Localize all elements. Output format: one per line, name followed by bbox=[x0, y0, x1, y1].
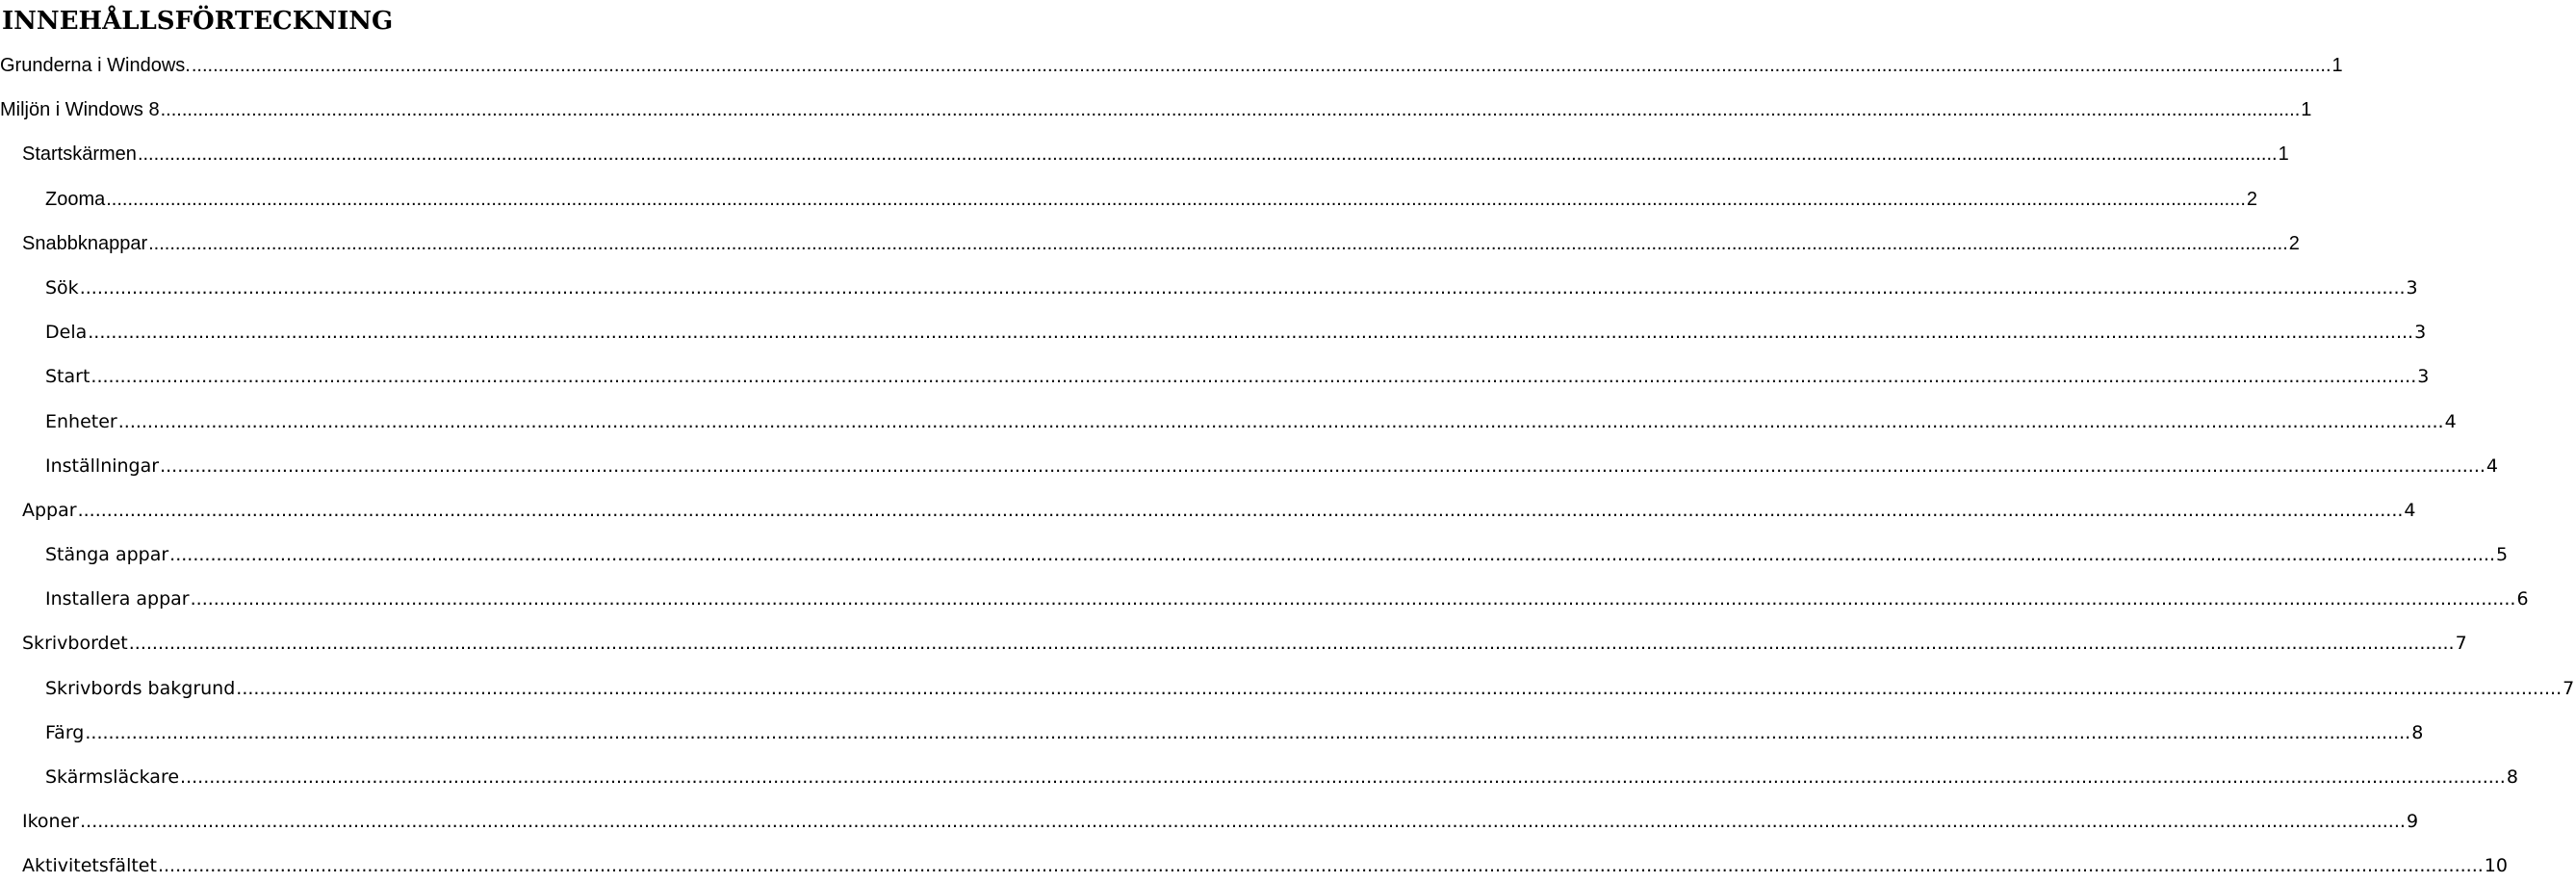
toc-dot-leader: ................................................................................................................................................................................................................................................................................................................................................................................................................ bbox=[137, 143, 2278, 166]
toc-entry-page-number: 6 bbox=[2516, 588, 2529, 610]
toc-dot-leader: ................................................................................................................................................................................................................................................................................................................................................................................................................ bbox=[106, 188, 2246, 210]
toc-entry[interactable] bbox=[0, 127, 2289, 171]
toc-entry-page-number: 10 bbox=[2484, 855, 2508, 877]
toc-entry-label[interactable]: Sök bbox=[45, 276, 79, 299]
toc-entry[interactable] bbox=[0, 706, 2424, 750]
toc-entry-label[interactable]: Installera appar bbox=[45, 588, 190, 610]
toc-dot-leader: ................................................................................................................................................................................................................................................................................................................................................................................................................ bbox=[180, 766, 2506, 788]
toc-entry-label[interactable]: Appar bbox=[22, 499, 77, 521]
toc-entry[interactable] bbox=[0, 839, 2508, 883]
toc-entry-page-number: 4 bbox=[2486, 454, 2498, 477]
toc-entry-label[interactable]: Färg bbox=[45, 721, 85, 743]
toc-entry-page-number: 2 bbox=[2288, 232, 2300, 254]
toc-entry[interactable] bbox=[0, 616, 2467, 661]
toc-entry-label[interactable]: Miljön i Windows 8 bbox=[0, 99, 160, 121]
toc-dot-leader: ................................................................................................................................................................................................................................................................................................................................................................................................................ bbox=[80, 811, 2406, 833]
toc-dot-leader: ................................................................................................................................................................................................................................................................................................................................................................................................................ bbox=[190, 588, 2516, 610]
toc-entry[interactable] bbox=[0, 661, 2575, 705]
toc-entry[interactable] bbox=[0, 439, 2498, 483]
toc-entry[interactable] bbox=[0, 83, 2312, 127]
toc-entry[interactable] bbox=[0, 483, 2416, 528]
toc-entry-label[interactable]: Skrivbordet bbox=[22, 633, 128, 655]
toc-entry-label[interactable]: Skärmsläckare bbox=[45, 766, 180, 788]
toc-entry[interactable] bbox=[0, 350, 2430, 394]
toc-entry-page-number: 7 bbox=[2563, 677, 2575, 699]
toc-entry-label[interactable]: Ikoner bbox=[22, 811, 80, 833]
toc-entry-label[interactable]: Enheter bbox=[45, 410, 117, 432]
toc-entry[interactable] bbox=[0, 39, 2343, 83]
toc-entry[interactable] bbox=[0, 794, 2419, 839]
toc-entry-page-number: 9 bbox=[2406, 811, 2419, 833]
toc-entry-page-number: 4 bbox=[2444, 410, 2457, 432]
toc-entry-label[interactable]: Aktivitetsfältet bbox=[22, 855, 157, 877]
toc-title: INNEHÅLLSFÖRTECKNING bbox=[2, 7, 394, 36]
toc-entry-label[interactable]: Inställningar bbox=[45, 454, 160, 477]
toc-entry-page-number: 1 bbox=[2331, 55, 2343, 76]
toc-dot-leader: ................................................................................................................................................................................................................................................................................................................................................................................................................ bbox=[160, 454, 2486, 477]
toc-entry-label[interactable]: Startskärmen bbox=[22, 143, 137, 166]
toc-dot-leader: ................................................................................................................................................................................................................................................................................................................................................................................................................ bbox=[169, 544, 2495, 566]
toc-dot-leader: ................................................................................................................................................................................................................................................................................................................................................................................................................ bbox=[191, 55, 2331, 76]
toc-dot-leader: ................................................................................................................................................................................................................................................................................................................................................................................................................ bbox=[117, 410, 2444, 432]
toc-entry-page-number: 5 bbox=[2496, 544, 2509, 566]
toc-entry-page-number: 7 bbox=[2455, 633, 2467, 655]
toc-dot-leader: ................................................................................................................................................................................................................................................................................................................................................................................................................ bbox=[85, 721, 2411, 743]
toc-dot-leader: ................................................................................................................................................................................................................................................................................................................................................................................................................ bbox=[148, 232, 2288, 254]
toc-entry-page-number: 1 bbox=[2301, 99, 2312, 121]
toc-dot-leader: ................................................................................................................................................................................................................................................................................................................................................................................................................ bbox=[79, 276, 2406, 299]
toc-entry-label[interactable]: Dela bbox=[45, 322, 88, 344]
toc-entry-label[interactable]: Zooma bbox=[45, 188, 106, 210]
toc-entry-page-number: 4 bbox=[2404, 499, 2416, 521]
toc-entry-page-number: 8 bbox=[2506, 766, 2518, 788]
toc-entry-page-number: 8 bbox=[2411, 721, 2424, 743]
toc-entry[interactable] bbox=[0, 171, 2258, 216]
toc-entry-page-number: 3 bbox=[2417, 366, 2430, 388]
toc-entry-label[interactable]: Start bbox=[45, 366, 90, 388]
toc-entry[interactable] bbox=[0, 217, 2300, 261]
toc-entry-page-number: 3 bbox=[2414, 322, 2427, 344]
toc-entry-label[interactable]: Stänga appar bbox=[45, 544, 169, 566]
toc-entry[interactable] bbox=[0, 305, 2427, 350]
toc-dot-leader: ................................................................................................................................................................................................................................................................................................................................................................................................................ bbox=[236, 677, 2563, 699]
toc-dot-leader: ................................................................................................................................................................................................................................................................................................................................................................................................................ bbox=[88, 322, 2414, 344]
toc-entry-page-number: 1 bbox=[2278, 143, 2289, 166]
toc-dot-leader: ................................................................................................................................................................................................................................................................................................................................................................................................................ bbox=[128, 633, 2455, 655]
toc-entry[interactable] bbox=[0, 261, 2418, 305]
toc-entry[interactable] bbox=[0, 572, 2529, 616]
toc-dot-leader: ................................................................................................................................................................................................................................................................................................................................................................................................................ bbox=[90, 366, 2417, 388]
toc-entry-label[interactable]: Skrivbords bakgrund bbox=[45, 677, 236, 699]
toc-entry[interactable] bbox=[0, 750, 2518, 794]
toc-dot-leader: ................................................................................................................................................................................................................................................................................................................................................................................................................ bbox=[157, 855, 2484, 877]
toc-entry-label[interactable]: Snabbknappar bbox=[22, 232, 148, 254]
toc-entry[interactable] bbox=[0, 528, 2509, 572]
toc-entry-page-number: 2 bbox=[2246, 188, 2258, 210]
toc-dot-leader: ................................................................................................................................................................................................................................................................................................................................................................................................................ bbox=[160, 99, 2301, 121]
toc-entry[interactable] bbox=[0, 394, 2457, 438]
toc-list bbox=[0, 39, 2575, 883]
toc-entry-page-number: 3 bbox=[2406, 276, 2418, 299]
toc-dot-leader: ................................................................................................................................................................................................................................................................................................................................................................................................................ bbox=[77, 499, 2404, 521]
toc-entry-label[interactable]: Grunderna i Windows. bbox=[0, 55, 191, 76]
